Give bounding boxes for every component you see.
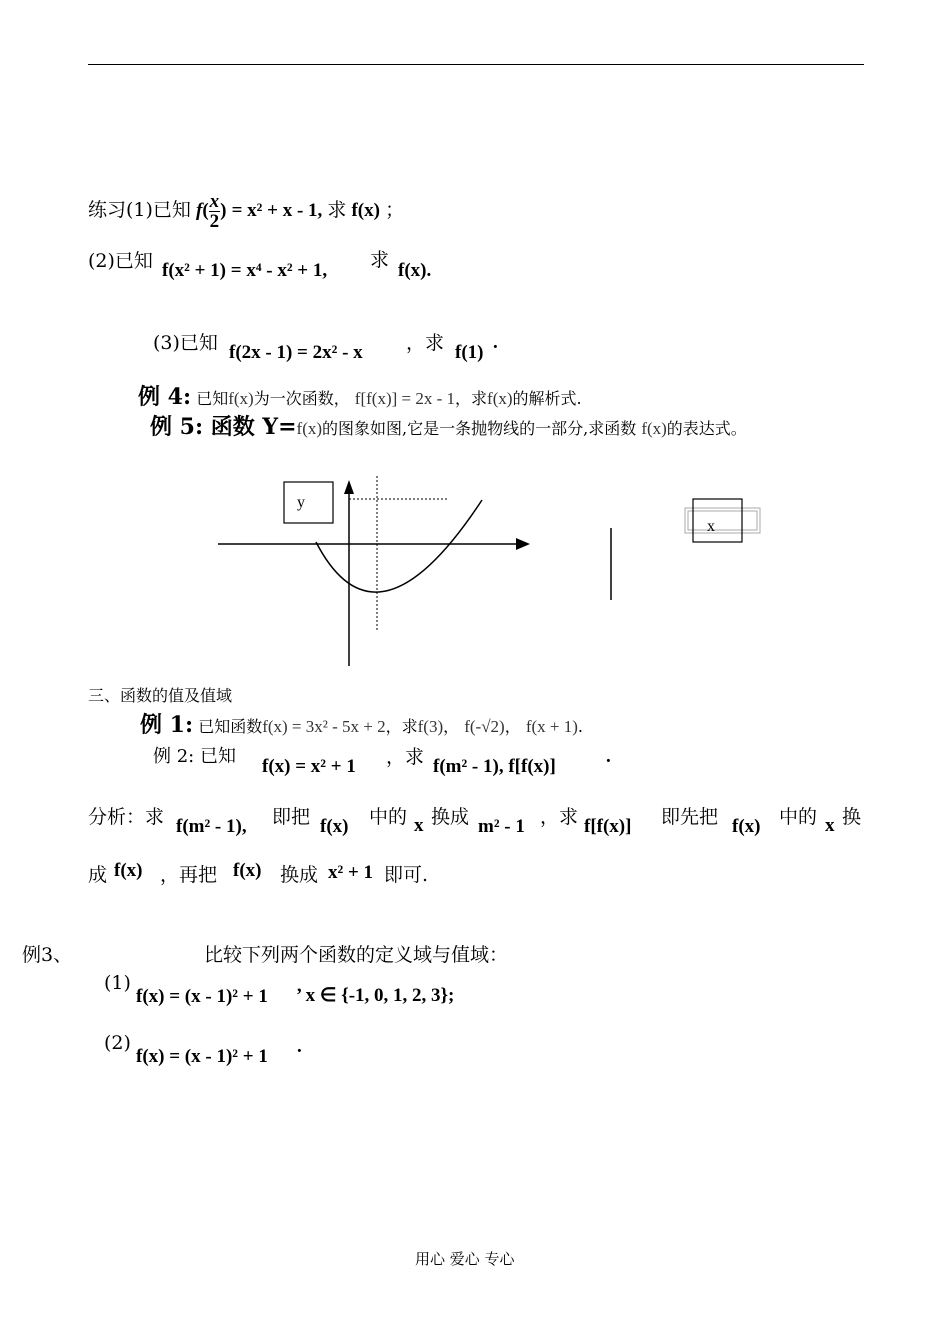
analysis-b6: x² + 1 (328, 862, 374, 883)
example-1-ask: ，求 (385, 717, 418, 736)
fraction-denominator: 2 (209, 211, 220, 232)
example-5-fx: f(x) (296, 419, 323, 438)
practice-3-ask: ，求 (406, 332, 445, 354)
example-1-label: 例 1: (140, 712, 194, 738)
practice-3-end: . (493, 332, 498, 353)
example-4-text-b: 为一次函数， (253, 389, 350, 408)
x-label-frame-outer (685, 508, 760, 533)
x-label-box (693, 499, 742, 542)
practice-2-target: f(x). (398, 260, 432, 281)
example-2-label-text: 例 2: (153, 746, 195, 767)
practice-2-ask: 求 (370, 249, 390, 271)
example-5-label: 例 5: 函数 Y= (150, 414, 297, 440)
analysis-a12: f(x) (732, 816, 761, 837)
example-3-item-2-index: (2) (104, 1032, 131, 1054)
example-4-text-c: ，求 (455, 389, 488, 408)
x-axis-arrow (516, 538, 530, 550)
y-axis-label: y (297, 494, 305, 511)
example-5-fx-2: f(x) (641, 419, 667, 438)
example-4-fx-2: f(x) (487, 389, 513, 408)
practice-2-equation: f(x² + 1) = x⁴ - x² + 1, (162, 260, 328, 281)
analysis-a3: 即把 (272, 806, 311, 828)
example-3-item-1-equation: f(x) = (x - 1)² + 1 (136, 986, 268, 1007)
practice-2-prefix: (2)已知 (88, 250, 153, 272)
example-4-fx: f(x) (228, 389, 254, 408)
example-3-item-1-domain: ’ x ∈ {-1, 0, 1, 2, 3}; (296, 985, 455, 1006)
example-3-item-2-end: . (297, 1036, 302, 1057)
example-1-end: . (577, 717, 583, 736)
example-4-label: 例 4: (138, 384, 192, 410)
example-5-text-a: 的图象如图,它是一条抛物线的一部分,求函数 (322, 419, 637, 438)
example-4 (138, 380, 582, 411)
analysis-a15: 换 (842, 806, 862, 828)
practice-1-fraction (209, 192, 221, 231)
example-1-function: f(x) = 3x² - 5x + 2 (262, 717, 386, 736)
example-3-item-2-equation: f(x) = (x - 1)² + 1 (136, 1046, 268, 1067)
analysis-a11: 即先把 (661, 806, 719, 828)
analysis-a6: x (414, 815, 424, 836)
example-1-f3: f(3) (417, 717, 444, 736)
analysis-b4: f(x) (233, 860, 262, 881)
fraction-numerator: x (209, 191, 220, 212)
example-4-condition: f[f(x)] = 2x - 1 (354, 389, 456, 408)
practice-3-target: f(1) (455, 342, 484, 363)
example-2-end: . (606, 746, 611, 767)
header-rule (88, 64, 864, 65)
example-1-sep-1: ， (443, 717, 460, 736)
x-axis-label: x (707, 518, 715, 535)
practice-1-ask: 求 (327, 199, 347, 221)
example-1-f-sqrt2: f(-√2) (464, 717, 505, 736)
analysis-a5: 中的 (369, 806, 408, 828)
example-3-label: 例3、 (22, 944, 73, 966)
example-2-targets: f(m² - 1), f[f(x)] (433, 756, 556, 777)
practice-1-rhs: = x² + x - 1, (231, 200, 323, 221)
analysis-b7: 即可. (384, 864, 429, 886)
analysis-a13: 中的 (779, 806, 818, 828)
example-5 (150, 410, 747, 441)
practice-3-equation: f(2x - 1) = 2x² - x (229, 342, 363, 363)
section-3-example-1 (140, 708, 583, 739)
analysis-a8: m² - 1 (478, 816, 525, 837)
example-4-text-a: 已知 (196, 389, 229, 408)
analysis-b5: 换成 (280, 864, 319, 886)
example-3-title: 比较下列两个函数的定义域与值域： (204, 944, 509, 966)
example-2-equation: f(x) = x² + 1 (262, 756, 356, 777)
example-5-text-b: 的表达式。 (666, 419, 747, 438)
analysis-a14: x (825, 815, 835, 836)
page-footer: 用心 爱心 专心 (415, 1250, 515, 1268)
parabola-graph (200, 470, 540, 670)
example-1-text: 已知函数 (198, 717, 263, 736)
analysis-b3: ，再把 (160, 864, 218, 886)
example-1-sep-2: ， (504, 717, 521, 736)
example-4-text-d: 的解析式. (512, 389, 582, 408)
y-axis-arrow (344, 480, 354, 494)
example-3-item-1-index: (1) (104, 972, 131, 994)
analysis-a10: f[f(x)] (584, 816, 632, 837)
x-label-frame-inner (688, 511, 757, 530)
analysis-a1: 分析：求 (88, 806, 165, 828)
practice-1-f: f( (196, 200, 209, 221)
example-2-text: 已知 (199, 746, 236, 767)
practice-1-prefix: 练习(1)已知 (88, 199, 191, 221)
example-1-fx1: f(x + 1) (525, 717, 578, 736)
analysis-b2: f(x) (114, 860, 143, 881)
analysis-a9: ，求 (540, 806, 579, 828)
practice-1-target: f(x) (351, 200, 380, 221)
analysis-b1: 成 (88, 864, 108, 886)
parabola-curve (316, 500, 482, 592)
analysis-a4: f(x) (320, 816, 349, 837)
example-2-label (153, 742, 236, 768)
analysis-a7: 换成 (431, 806, 470, 828)
analysis-a2: f(m² - 1), (176, 816, 247, 837)
stray-graph-parts (600, 490, 770, 605)
y-label-box (284, 482, 333, 523)
example-2-ask: ，求 (386, 746, 425, 768)
section-3-title: 三、函数的值及值域 (88, 686, 233, 705)
practice-1-end: ； (385, 199, 405, 221)
practice-3-prefix: (3)已知 (153, 332, 218, 354)
practice-1: 练习(1)已知 f( $\frac{x}{2}$ ) = x² + x - 1, 求 f(x) ； (88, 191, 405, 232)
